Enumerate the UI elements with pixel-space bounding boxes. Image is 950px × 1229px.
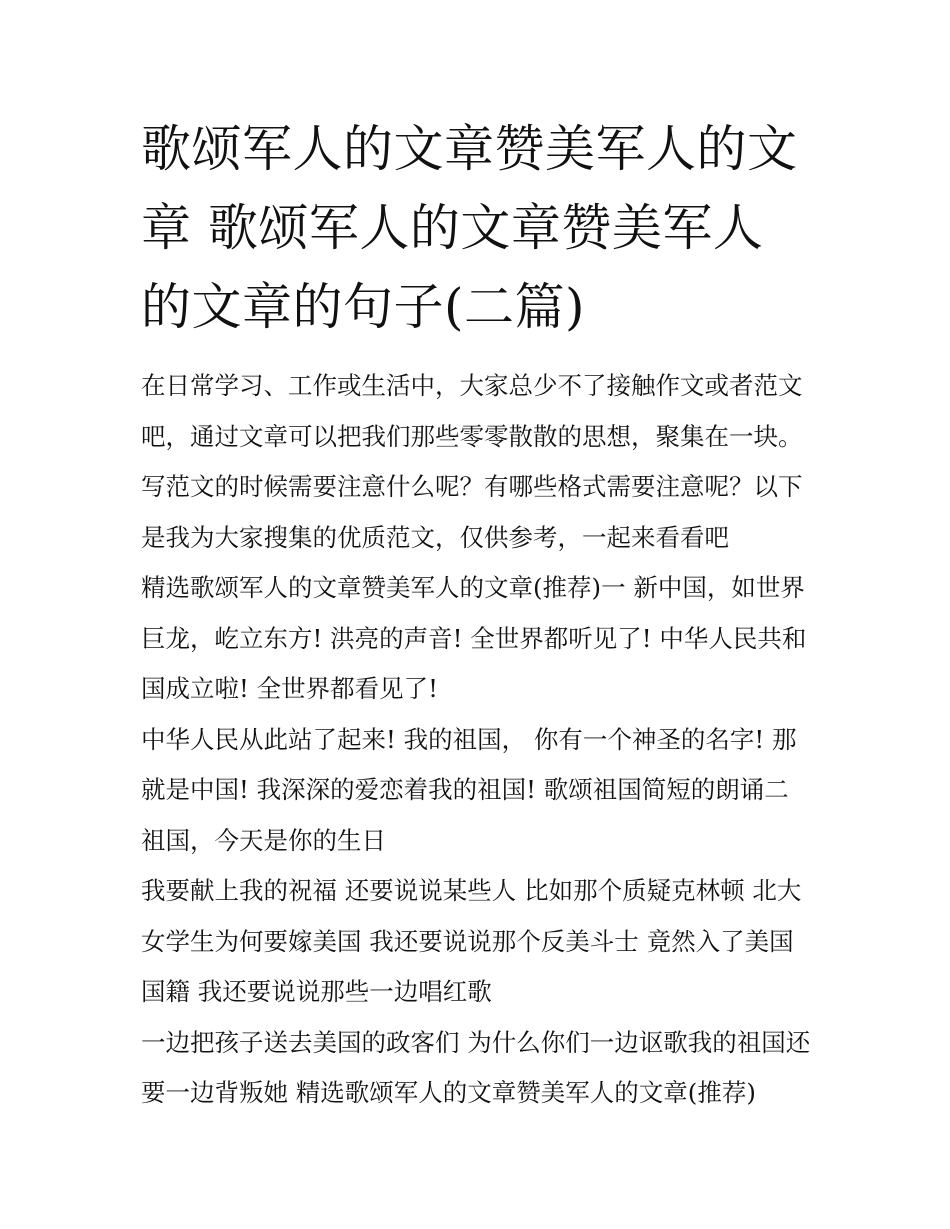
- paragraph-intro: 在日常学习、工作或生活中，大家总少不了接触作文或者范文吧，通过文章可以把我们那些零零散散的思想，聚集在一块。写范文的时候需要注意什么呢？有哪些格式需要注意呢？以下是我为大家搜集的优质范文，仅供参考，一起来看看吧: [141, 371, 803, 552]
- paragraph-new-china: 精选歌颂军人的文章赞美军人的文章(推荐)一 新中国，如世界巨龙，屹立东方! 洪亮的声音! 全世界都听见了! 中华人民共和国成立啦! 全世界都看见了!: [141, 573, 807, 703]
- document-content: [141, 110, 813, 1119]
- document-body: [141, 361, 813, 1119]
- document-title: 歌颂军人的文章赞美军人的文章 歌颂军人的文章赞美军人的文章的句子(二篇): [141, 120, 798, 336]
- paragraph-blessing: 我要献上我的祝福 还要说说某些人 比如那个质疑克林顿 北大女学生为何要嫁美国 我还要说说那个反美斗士 竟然入了美国国籍 我还要说说那些一边唱红歌: [141, 876, 802, 1006]
- paragraph-stood-up: 中华人民从此站了起来! 我的祖国， 你有一个神圣的名字! 那就是中国! 我深深的爱恋着我的祖国! 歌颂祖国简短的朗诵二 祖国，今天是你的生日: [141, 724, 797, 855]
- paragraph-politicians: 一边把孩子送去美国的政客们 为什么你们一边讴歌我的祖国还要一边背叛她 精选歌颂军人的文章赞美军人的文章(推荐): [141, 1027, 811, 1107]
